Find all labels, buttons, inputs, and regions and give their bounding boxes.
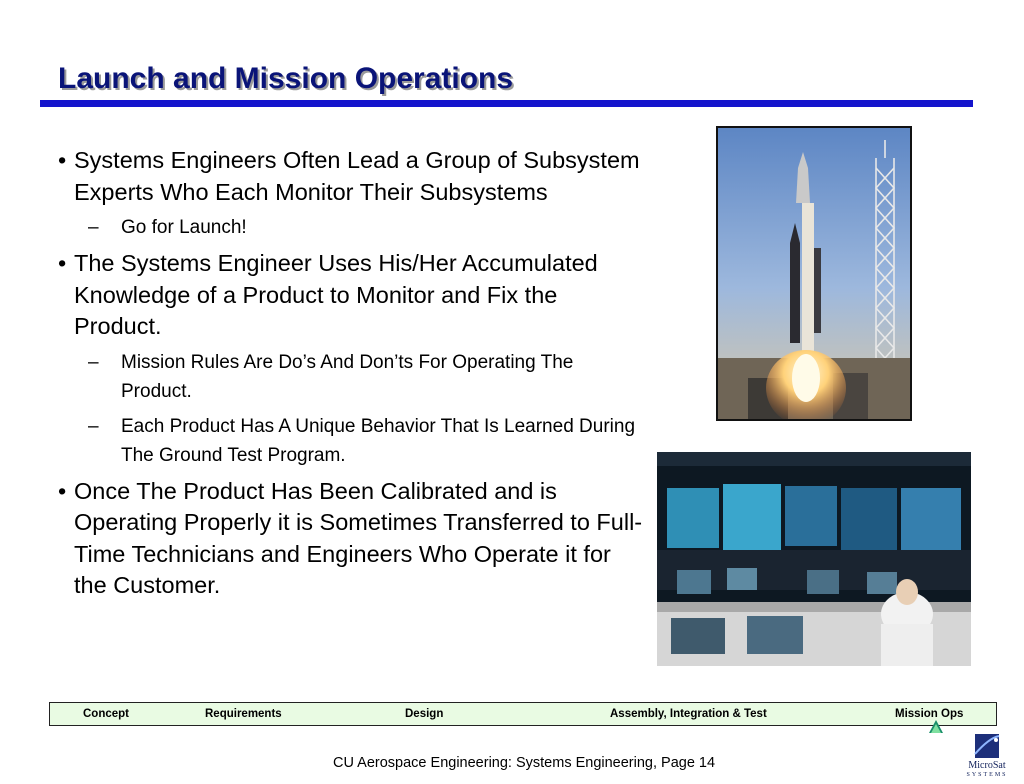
bullet-text: Once The Product Has Been Calibrated and is Operating Properly it is Sometimes Transferred to Full-Time Technicians and Engineers Who Operate it for the Customer. xyxy=(74,477,643,598)
sub-bullet-item xyxy=(58,213,648,242)
bullet-item xyxy=(58,248,648,343)
slide-footer: CU Aerospace Engineering: Systems Engineering, Page 14 xyxy=(333,755,716,771)
lifecycle-phase-bar xyxy=(49,702,997,726)
logo-wordmark: MicroSat xyxy=(968,760,1006,771)
sub-bullet-dash: – xyxy=(88,217,99,238)
bullet-dot: • xyxy=(58,147,67,173)
microsat-logo xyxy=(955,732,1019,780)
phase-requirements: Requirements xyxy=(205,708,282,720)
phase-concept: Concept xyxy=(83,708,129,720)
satellite-orbit-icon xyxy=(955,732,1019,762)
sub-bullet-text: Mission Rules Are Do’s And Don’ts For Operating The Product. xyxy=(121,351,574,402)
sub-bullet-text: Each Product Has A Unique Behavior That Is Learned During The Ground Test Program. xyxy=(121,415,636,466)
sub-bullet-text: Go for Launch! xyxy=(121,217,247,238)
slide-title: Launch and Mission Operations xyxy=(58,62,514,95)
phase-mission-ops: Mission Ops xyxy=(895,708,964,720)
rocket-launch-illustration xyxy=(718,128,910,419)
mission-control-photo xyxy=(657,452,971,666)
bullet-text: The Systems Engineer Uses His/Her Accumulated Knowledge of a Product to Monitor and Fix the Product. xyxy=(74,250,598,339)
bullet-list xyxy=(58,145,648,607)
bullet-dot: • xyxy=(58,250,67,276)
sub-bullet-dash: – xyxy=(88,415,99,437)
sub-bullet-item xyxy=(58,348,648,406)
phase-design: Design xyxy=(405,708,444,720)
title-underline xyxy=(40,100,973,107)
logo-subtitle: SYSTEMS xyxy=(966,772,1008,778)
rocket-launch-photo xyxy=(716,126,912,421)
sub-bullet-item xyxy=(58,412,648,470)
current-phase-triangle-highlight xyxy=(931,724,941,733)
sub-bullet-dash: – xyxy=(88,351,99,373)
bullet-text: Systems Engineers Often Lead a Group of Subsystem Experts Who Each Monitor Their Subsystems xyxy=(74,147,640,205)
phase-assembly-integration-test: Assembly, Integration & Test xyxy=(610,708,767,720)
bullet-item xyxy=(58,145,648,208)
bullet-dot: • xyxy=(58,477,67,504)
bullet-item xyxy=(58,476,648,602)
mission-control-illustration xyxy=(657,452,971,666)
